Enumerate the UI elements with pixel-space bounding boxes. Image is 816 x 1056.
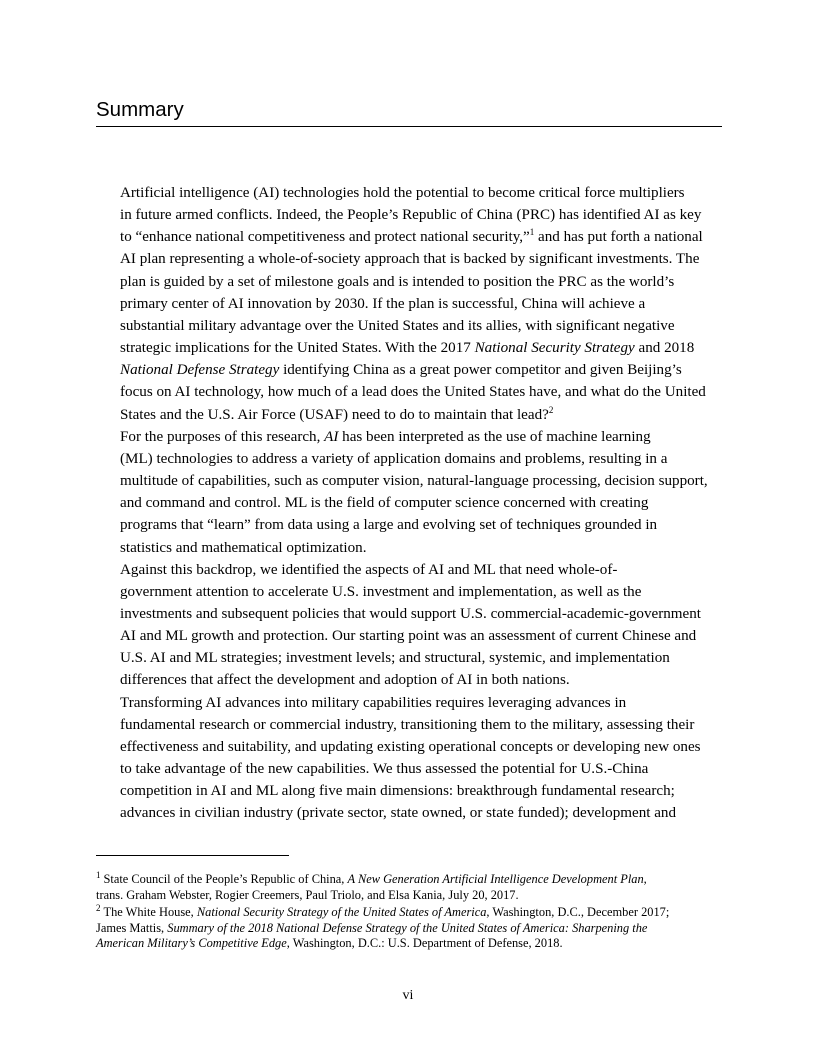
italic-title: Summary of the 2018 National Defense Strategy of the United States of America: Sharpening the	[167, 920, 648, 935]
text-line: focus on AI technology, how much of a lead does the United States have, and what do the United	[120, 384, 706, 401]
footnote	[96, 905, 736, 952]
text-run: For the purposes of this research,	[120, 428, 325, 445]
paragraph	[96, 182, 732, 426]
page-number: vi	[402, 988, 414, 1003]
footnote-divider	[96, 855, 289, 856]
text-line: AI and ML growth and protection. Our starting point was an assessment of current Chinese and	[120, 628, 697, 645]
text-line: fundamental research or commercial industry, transitioning them to the military, assessing their	[120, 716, 695, 733]
italic-title: AI	[324, 428, 339, 445]
text-run: State Council of the People’s Republic of China,	[103, 872, 348, 886]
text-line: AI plan representing a whole-of-society approach that is backed by significant investments. The	[120, 251, 700, 268]
text-run: , Washington, D.C., December 2017;	[486, 905, 670, 919]
text-line: statistics and mathematical optimization.	[120, 539, 367, 556]
text-line: U.S. AI and ML strategies; investment levels; and structural, systemic, and implementation	[120, 650, 670, 667]
footnote-ref: 2	[548, 404, 554, 415]
text-run: has been interpreted as the use of machine learning	[338, 428, 651, 445]
text-line: substantial military advantage over the United States and its allies, with significant negative	[120, 317, 675, 334]
text-line: Transforming AI advances into military capabilities requires leveraging advances in	[120, 694, 627, 711]
text-line: (ML) technologies to address a variety of application domains and problems, resulting in a	[120, 450, 668, 467]
footnotes	[96, 872, 736, 954]
italic-title: National Security Strategy	[474, 340, 635, 357]
body-text	[96, 182, 732, 825]
text-run: , Washington, D.C.: U.S. Department of Defense, 2018.	[286, 936, 563, 950]
paragraph	[96, 692, 732, 825]
text-line: competition in AI and ML along five main dimensions: breakthrough fundamental research;	[120, 783, 675, 800]
footnote	[96, 872, 736, 903]
footnote-number: 1	[96, 870, 101, 880]
text-line: multitude of capabilities, such as computer vision, natural-language processing, decision support,	[120, 473, 708, 490]
italic-title: A New Generation Artificial Intelligence Development Plan,	[347, 872, 647, 886]
text-line: in future armed conflicts. Indeed, the People’s Republic of China (PRC) has identified AI as key	[120, 207, 702, 224]
footnote-number: 2	[96, 903, 101, 913]
text-line: government attention to accelerate U.S. investment and implementation, as well as the	[120, 583, 642, 600]
text-line: to take advantage of the new capabilities. We thus assessed the potential for U.S.-China	[120, 761, 649, 778]
italic-title: National Defense Strategy	[120, 362, 280, 379]
text-line	[96, 905, 736, 921]
text-line: programs that “learn” from data using a large and evolving set of techniques grounded in	[120, 517, 658, 534]
text-line: advances in civilian industry (private sector, state owned, or state funded); development and	[120, 805, 677, 822]
text-line	[96, 426, 732, 448]
text-line	[96, 936, 736, 952]
text-run: strategic implications for the United States. With the 2017	[120, 340, 475, 357]
text-line: differences that affect the development and adoption of AI in both nations.	[120, 672, 570, 689]
text-line	[96, 226, 732, 248]
text-run: and 2018	[634, 340, 695, 357]
text-run: identifying China as a great power competitor and given Beijing’s	[279, 362, 682, 379]
text-run: and has put forth a national	[534, 229, 703, 246]
text-run: States and the U.S. Air Force (USAF) need to do to maintain that lead?	[120, 406, 549, 423]
text-line	[96, 359, 732, 381]
text-line	[96, 921, 736, 937]
text-run: James Mattis,	[96, 920, 168, 935]
text-line: Artificial intelligence (AI) technologies hold the potential to become critical force multipliers	[120, 185, 685, 201]
section-heading: Summary	[96, 96, 722, 127]
text-line: primary center of AI innovation by 2030. If the plan is successful, China will achieve a	[120, 295, 646, 312]
text-run: The White House,	[103, 905, 197, 919]
paragraph	[96, 559, 732, 692]
text-line: Against this backdrop, we identified the aspects of AI and ML that need whole-of-	[120, 561, 618, 578]
text-line: plan is guided by a set of milestone goals and is intended to position the PRC as the world’s	[120, 273, 675, 290]
italic-title: American Military’s Competitive Edge	[96, 936, 287, 950]
paragraph	[96, 426, 732, 559]
text-line: and command and control. ML is the field of computer science concerned with creating	[120, 495, 649, 512]
text-line	[96, 404, 732, 426]
text-line: investments and subsequent policies that would support U.S. commercial-academic-government	[120, 605, 701, 622]
footnote-ref: 1	[529, 227, 535, 238]
text-run: to “enhance national competitiveness and protect national security,”	[120, 229, 530, 246]
text-line: effectiveness and suitability, and updating existing operational concepts or developing new ones	[120, 738, 701, 755]
text-line	[96, 337, 732, 359]
text-line	[96, 872, 736, 888]
italic-title: National Security Strategy of the United States of America	[196, 905, 487, 919]
text-line: trans. Graham Webster, Rogier Creemers, Paul Triolo, and Elsa Kania, July 20, 2017.	[96, 887, 519, 902]
